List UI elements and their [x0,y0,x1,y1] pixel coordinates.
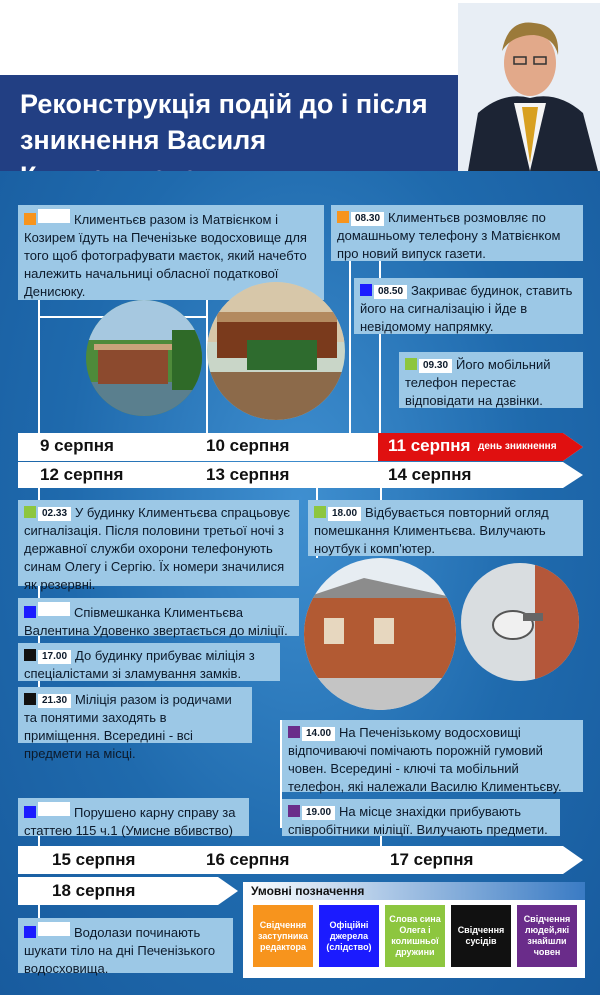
date-label: 11 серпня [388,436,471,455]
event-text: Климентьєв разом із Матвієнком і Козирем їдуть на Печенізьке водосховище для того щоб фотографувати маєток, який начебто належить начальниці обласної податкової Денисюку. [24,212,307,299]
event-time: 08.30 [351,212,384,226]
event-time [38,209,70,223]
connector [206,300,208,438]
source-chip [24,806,36,818]
event-text: На Печенізькому водосховищі відпочиваючі помічають порожній гумовий човен. Всередині - ключі та мобільний телефон, які належали Василю Климентьєву. [288,725,562,794]
date-label: 18 серпня [52,881,136,900]
event-text: Відбувається повторний огляд помешкання Климентьєва. Вилучають ноутбук і комп'ютер. [314,505,549,556]
date-label: 15 серпня [52,850,136,869]
legend-label: Слова сина Олега і колишньої дружини [389,914,441,957]
event-time: 19.00 [302,806,335,820]
legend-label: Свідчення сусідів [457,925,505,946]
event-card [18,687,252,761]
event-time [38,802,70,816]
date-label: 9 серпня [40,436,114,455]
event-text: Порушено карну справу за статтею 115 ч.1 (Умисне вбивство) [24,805,236,838]
source-chip [24,213,36,225]
event-card [18,798,249,836]
source-chip [24,693,36,705]
event-text: На місце знахідки прибувають співробітники міліції. Вилучають предмети. [288,804,548,837]
event-card [18,643,280,681]
event-card [18,918,233,976]
event-card [354,278,583,334]
event-time: 21.30 [38,694,71,708]
event-time [38,922,70,936]
event-text: Закриває будинок, ставить його на сигналізацію і йде в невідомому напрямку. [360,283,573,334]
event-time: 18.00 [328,507,361,521]
source-chip [360,284,372,296]
event-card [282,799,560,836]
event-time: 09.30 [419,359,452,373]
event-card [399,352,583,408]
source-chip [288,805,300,817]
event-text: Його мобільний телефон перестає відповідати на дзвінки. [405,357,551,408]
event-text: Водолази починають шукати тіло на дні Печенізького водосховища. [24,925,216,976]
event-time [38,602,70,616]
legend-item-official [319,905,379,967]
source-chip [288,726,300,738]
source-chip [24,649,36,661]
source-chip [337,211,349,223]
portrait-photo [458,3,600,171]
legend-label: Свідчення людей,які знайшли човен [523,914,571,957]
legend-item-family [385,905,445,967]
missing-day-label: день зникнення [478,441,557,452]
event-time: 02.33 [38,507,71,521]
event-time: 17.00 [38,650,71,664]
event-text: Міліція разом із родичами та понятими заходять в приміщення. Всередині - всі предмети на місці. [24,692,232,761]
event-card [18,598,299,636]
event-text: Климентьєв розмовляє по домашньому телефону з Матвієнком про новий випуск газети. [337,210,561,261]
event-card [308,500,583,556]
date-label: 13 серпня [206,465,290,484]
house-photo [304,558,456,710]
date-label: 17 серпня [390,850,474,869]
legend-label: Свідчення заступника редактора [258,919,308,952]
legend-label: Офіційні джерела (слідство) [326,919,372,952]
date-label: 10 серпня [206,436,290,455]
event-card [282,720,583,792]
legend [243,882,585,978]
legend-title: Умовні позначення [243,882,585,900]
date-label: 14 серпня [388,465,472,484]
source-chip [24,606,36,618]
event-text: У будинку Климентьєва спрацьовує сигналізація. Після половини третьої ночі з державної служби охорони телефонують синам Олегу і Сергію. Їх номери значилися як резервні. [24,505,291,592]
source-chip [24,506,36,518]
estate-photo [207,282,345,420]
event-time: 14.00 [302,727,335,741]
event-card [331,205,583,261]
page-title: Реконструкція подій до і після зникнення Василя [20,89,428,155]
alarm-photo [461,563,579,681]
event-text: До будинку прибуває міліція з спеціалістами зі зламування замків. [24,648,255,681]
event-text: Співмешканка Климентьєва Валентина Удовенко звертається до міліції. [24,605,288,638]
reservoir-photo [86,300,202,416]
legend-item-boat-finders [517,905,577,967]
source-chip [24,926,36,938]
event-time: 08.50 [374,285,407,299]
legend-item-editor [253,905,313,967]
date-label: 12 серпня [40,465,124,484]
event-card [18,500,299,592]
source-chip [314,506,326,518]
legend-item-neighbors [451,905,511,967]
source-chip [405,358,417,370]
date-label: 16 серпня [206,850,290,869]
